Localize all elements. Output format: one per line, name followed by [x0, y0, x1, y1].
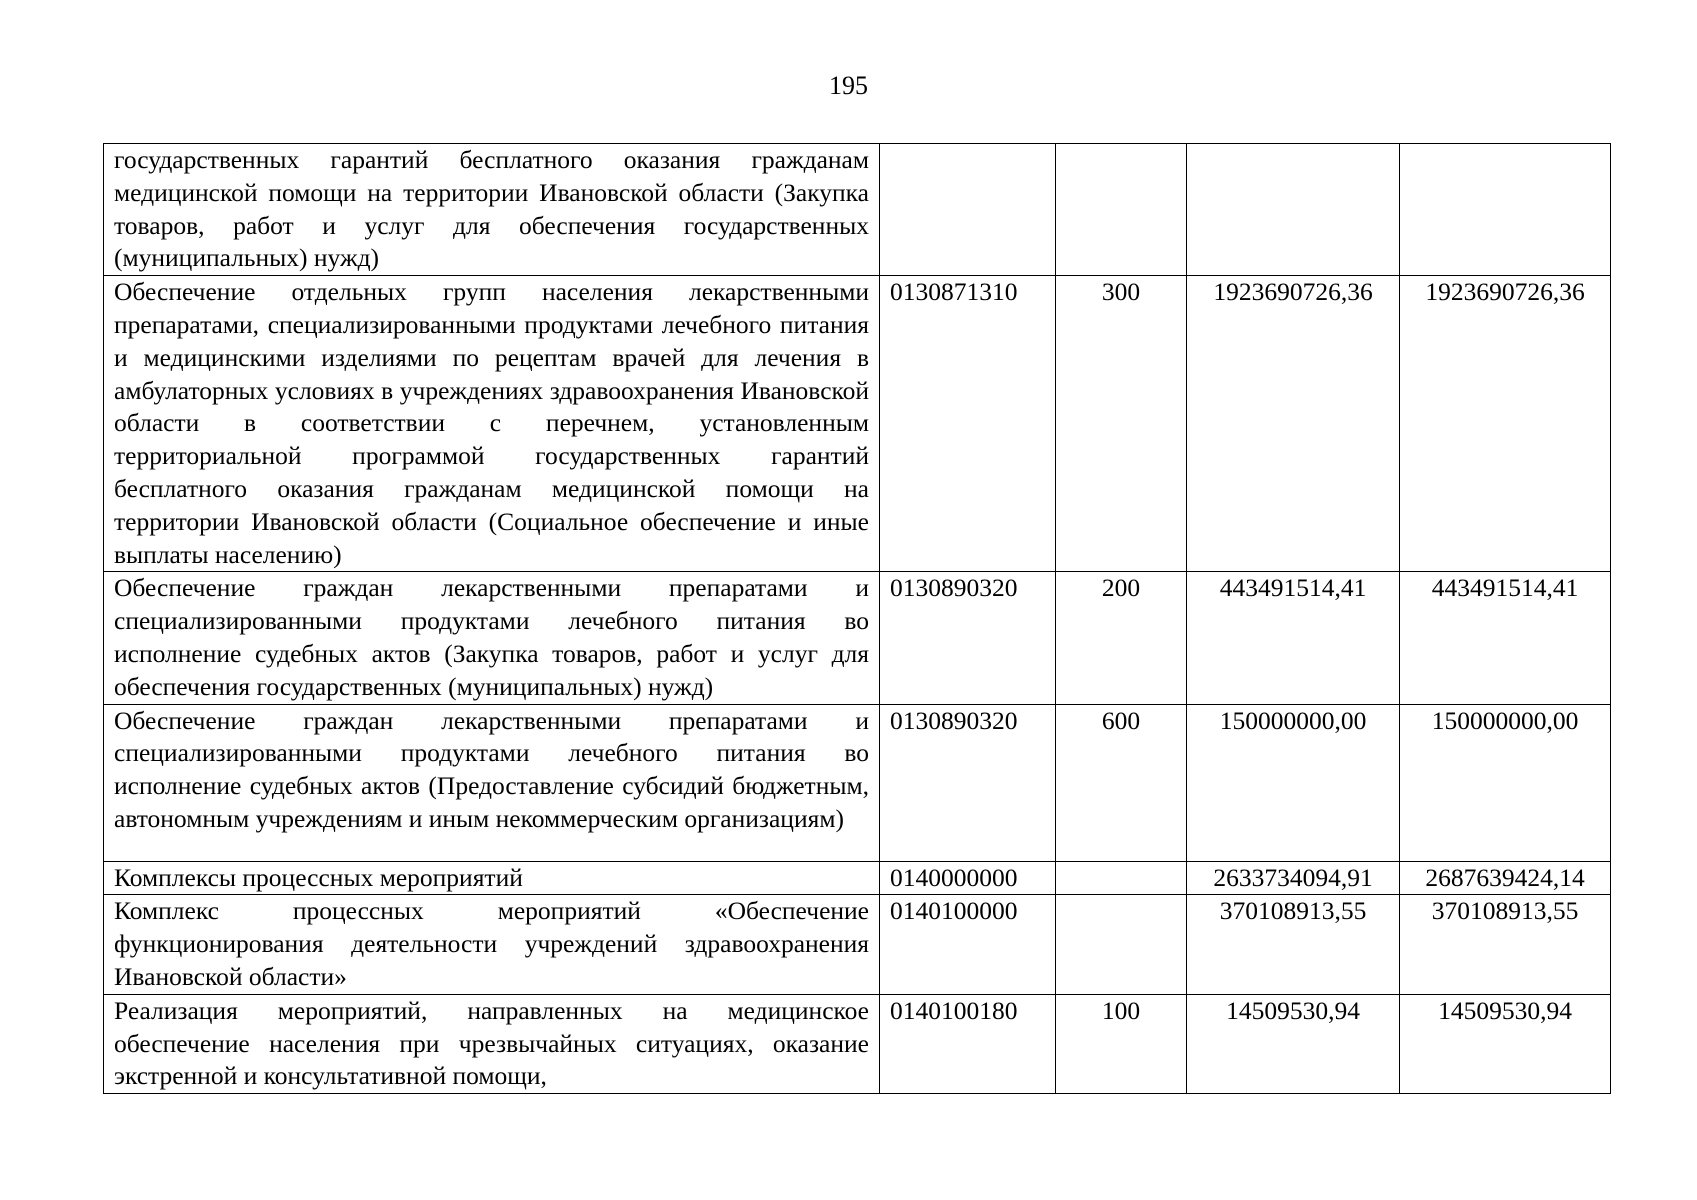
row-amount-second-year: 370108913,55 — [1400, 895, 1611, 994]
row-name: Комплекс процессных мероприятий «Обеспечение функционирования деятельности учреждений здравоохранения Ивановской области» — [104, 895, 880, 994]
row-amount-first-year: 150000000,00 — [1187, 704, 1400, 861]
row-expense-type-code: 600 — [1056, 704, 1187, 861]
budget-table — [103, 143, 1611, 1094]
row-amount-second-year — [1400, 144, 1611, 276]
row-name: Реализация мероприятий, направленных на медицинское обеспечение населения при чрезвычайных ситуациях, оказание экстренной и консультативной помощи, — [104, 994, 880, 1093]
table-row — [104, 276, 1611, 572]
table-row — [104, 895, 1611, 994]
row-target-article-code: 0140100180 — [880, 994, 1056, 1093]
row-expense-type-code: 200 — [1056, 572, 1187, 704]
page-number: 195 — [829, 71, 868, 100]
table-row — [104, 994, 1611, 1093]
row-amount-second-year: 2687639424,14 — [1400, 861, 1611, 895]
row-amount-second-year: 150000000,00 — [1400, 704, 1611, 861]
row-target-article-code — [880, 144, 1056, 276]
row-name: Обеспечение граждан лекарственными препаратами и специализированными продуктами лечебного питания во исполнение судебных актов (Предоставление субсидий бюджетным, автономным учреждениям и иным некоммерческим организациям) — [104, 704, 880, 861]
row-target-article-code: 0140100000 — [880, 895, 1056, 994]
row-amount-first-year: 443491514,41 — [1187, 572, 1400, 704]
row-expense-type-code — [1056, 144, 1187, 276]
row-expense-type-code: 300 — [1056, 276, 1187, 572]
row-expense-type-code — [1056, 895, 1187, 994]
table-row — [104, 144, 1611, 276]
row-amount-first-year: 370108913,55 — [1187, 895, 1400, 994]
row-name: Обеспечение отдельных групп населения лекарственными препаратами, специализированными продуктами лечебного питания и медицинскими изделиями по рецептам врачей для лечения в амбулаторных условиях в учреждениях здравоохранения Ивановской области в соответствии с перечнем, установленным территориальной программой государственных гарантий бесплатного оказания гражданам медицинской помощи на территории Ивановской области (Социальное обеспечение и иные выплаты населению) — [104, 276, 880, 572]
table-row — [104, 704, 1611, 861]
row-target-article-code: 0130871310 — [880, 276, 1056, 572]
row-target-article-code: 0140000000 — [880, 861, 1056, 895]
row-expense-type-code: 100 — [1056, 994, 1187, 1093]
row-amount-first-year: 1923690726,36 — [1187, 276, 1400, 572]
row-amount-second-year: 1923690726,36 — [1400, 276, 1611, 572]
row-target-article-code: 0130890320 — [880, 704, 1056, 861]
row-expense-type-code — [1056, 861, 1187, 895]
row-name: Обеспечение граждан лекарственными препаратами и специализированными продуктами лечебного питания во исполнение судебных актов (Закупка товаров, работ и услуг для обеспечения государственных (муниципальных) нужд) — [104, 572, 880, 704]
table-row — [104, 572, 1611, 704]
row-amount-first-year: 14509530,94 — [1187, 994, 1400, 1093]
row-amount-first-year — [1187, 144, 1400, 276]
row-amount-second-year: 14509530,94 — [1400, 994, 1611, 1093]
row-amount-first-year: 2633734094,91 — [1187, 861, 1400, 895]
row-target-article-code: 0130890320 — [880, 572, 1056, 704]
row-amount-second-year: 443491514,41 — [1400, 572, 1611, 704]
row-name: государственных гарантий бесплатного оказания гражданам медицинской помощи на территории Ивановской области (Закупка товаров, работ и услуг для обеспечения государственных (муниципальных) нужд) — [104, 144, 880, 276]
table-row — [104, 861, 1611, 895]
row-name: Комплексы процессных мероприятий — [104, 861, 880, 895]
